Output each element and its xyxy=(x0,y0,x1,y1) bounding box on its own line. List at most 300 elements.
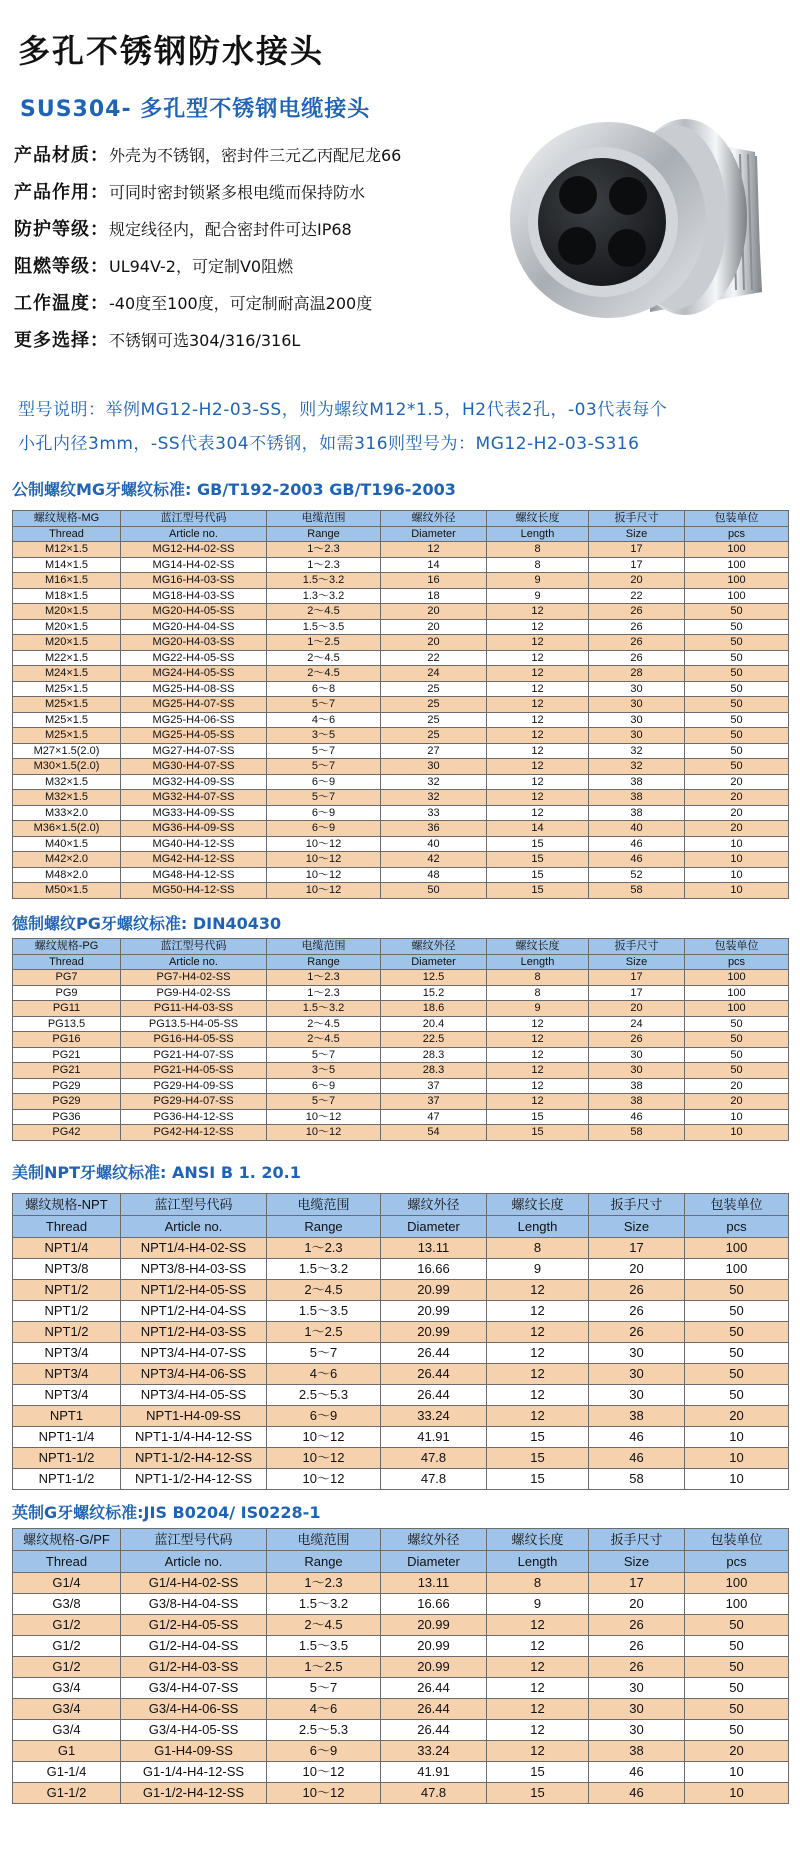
length-cell: 9 xyxy=(487,1594,589,1615)
thread-cell: M27×1.5(2.0) xyxy=(13,743,121,759)
table-row xyxy=(13,1385,789,1406)
table-header-row xyxy=(13,1529,789,1551)
pcs-cell: 100 xyxy=(685,1001,789,1017)
header-cell: Range xyxy=(267,1551,381,1573)
length-cell: 12 xyxy=(487,1047,589,1063)
spec-value: 可同时密封锁紧多根电缆而保持防水 xyxy=(109,183,366,202)
article-cell: MG16-H4-03-SS xyxy=(121,573,267,589)
diameter-cell: 37 xyxy=(381,1078,487,1094)
range-cell: 1.5～3.2 xyxy=(267,573,381,589)
pcs-cell: 20 xyxy=(685,1406,789,1427)
header-cell: 电缆范围 xyxy=(267,1194,381,1216)
thread-cell: G1-1/2 xyxy=(13,1783,121,1804)
table-row xyxy=(13,1657,789,1678)
header-cell: Range xyxy=(267,954,381,970)
length-cell: 12 xyxy=(487,681,589,697)
diameter-cell: 16 xyxy=(381,573,487,589)
article-cell: PG29-H4-09-SS xyxy=(121,1078,267,1094)
diameter-cell: 20.99 xyxy=(381,1322,487,1343)
diameter-cell: 32 xyxy=(381,774,487,790)
table-row xyxy=(13,1783,789,1804)
range-cell: 1～2.5 xyxy=(267,1657,381,1678)
size-cell: 46 xyxy=(589,1427,685,1448)
header-cell: 电缆范围 xyxy=(267,939,381,955)
article-cell: G1/2-H4-05-SS xyxy=(121,1615,267,1636)
length-cell: 12 xyxy=(487,1720,589,1741)
table-row xyxy=(13,1364,789,1385)
table-row xyxy=(13,728,789,744)
range-cell: 1～2.3 xyxy=(267,557,381,573)
spec-table-pg xyxy=(12,938,789,1141)
size-cell: 26 xyxy=(589,1657,685,1678)
size-cell: 32 xyxy=(589,759,685,775)
diameter-cell: 20 xyxy=(381,619,487,635)
length-cell: 12 xyxy=(487,1094,589,1110)
header-cell: Diameter xyxy=(381,954,487,970)
spec-list xyxy=(14,137,514,359)
article-cell: PG13.5-H4-05-SS xyxy=(121,1016,267,1032)
article-cell: MG25-H4-06-SS xyxy=(121,712,267,728)
article-cell: G1/2-H4-04-SS xyxy=(121,1636,267,1657)
article-cell: MG25-H4-05-SS xyxy=(121,728,267,744)
article-cell: G1-1/4-H4-12-SS xyxy=(121,1762,267,1783)
article-cell: G3/4-H4-06-SS xyxy=(121,1699,267,1720)
article-cell: PG29-H4-07-SS xyxy=(121,1094,267,1110)
range-cell: 10～12 xyxy=(267,1762,381,1783)
length-cell: 12 xyxy=(487,790,589,806)
range-cell: 6～9 xyxy=(267,1078,381,1094)
pcs-cell: 50 xyxy=(685,635,789,651)
table-row xyxy=(13,697,789,713)
header-cell: 螺纹规格-PG xyxy=(13,939,121,955)
table-row xyxy=(13,852,789,868)
table-row xyxy=(13,1322,789,1343)
range-cell: 2～4.5 xyxy=(267,604,381,620)
diameter-cell: 26.44 xyxy=(381,1385,487,1406)
diameter-cell: 18 xyxy=(381,588,487,604)
page-subtitle: SUS304- 多孔型不锈钢电缆接头 xyxy=(20,97,371,122)
diameter-cell: 33.24 xyxy=(381,1741,487,1762)
diameter-cell: 16.66 xyxy=(381,1259,487,1280)
header-cell: 包装单位 xyxy=(685,939,789,955)
thread-cell: NPT1/2 xyxy=(13,1301,121,1322)
size-cell: 26 xyxy=(589,619,685,635)
length-cell: 12 xyxy=(487,666,589,682)
size-cell: 17 xyxy=(589,542,685,558)
spec-row xyxy=(14,211,514,248)
header-cell: Diameter xyxy=(381,1551,487,1573)
header-cell: 螺纹规格-G/PF xyxy=(13,1529,121,1551)
length-cell: 12 xyxy=(487,1678,589,1699)
header-cell: pcs xyxy=(685,954,789,970)
article-cell: NPT1-H4-09-SS xyxy=(121,1406,267,1427)
table-row xyxy=(13,1699,789,1720)
diameter-cell: 20.99 xyxy=(381,1301,487,1322)
header-cell: 螺纹外径 xyxy=(381,939,487,955)
table-row xyxy=(13,650,789,666)
diameter-cell: 25 xyxy=(381,712,487,728)
pcs-cell: 50 xyxy=(685,697,789,713)
range-cell: 1～2.3 xyxy=(267,1573,381,1594)
size-cell: 38 xyxy=(589,1078,685,1094)
header-cell: Length xyxy=(487,954,589,970)
size-cell: 46 xyxy=(589,852,685,868)
table-header-row xyxy=(13,939,789,955)
thread-cell: M20×1.5 xyxy=(13,604,121,620)
table-row xyxy=(13,1094,789,1110)
header-cell: Length xyxy=(487,1216,589,1238)
thread-cell: M25×1.5 xyxy=(13,697,121,713)
table-row xyxy=(13,666,789,682)
size-cell: 30 xyxy=(589,712,685,728)
thread-cell: NPT3/4 xyxy=(13,1343,121,1364)
pcs-cell: 50 xyxy=(685,743,789,759)
diameter-cell: 41.91 xyxy=(381,1427,487,1448)
length-cell: 12 xyxy=(487,805,589,821)
thread-cell: M20×1.5 xyxy=(13,635,121,651)
length-cell: 9 xyxy=(487,1259,589,1280)
range-cell: 5～7 xyxy=(267,1343,381,1364)
pcs-cell: 50 xyxy=(685,1720,789,1741)
table-row xyxy=(13,985,789,1001)
length-cell: 15 xyxy=(487,1448,589,1469)
header-cell: 螺纹规格-NPT xyxy=(13,1194,121,1216)
header-cell: 电缆范围 xyxy=(267,511,381,527)
diameter-cell: 18.6 xyxy=(381,1001,487,1017)
size-cell: 46 xyxy=(589,1109,685,1125)
pcs-cell: 50 xyxy=(685,666,789,682)
thread-cell: G3/4 xyxy=(13,1678,121,1699)
pcs-cell: 50 xyxy=(685,1615,789,1636)
table-row xyxy=(13,1594,789,1615)
length-cell: 15 xyxy=(487,1469,589,1490)
range-cell: 5～7 xyxy=(267,1678,381,1699)
article-cell: NPT1/2-H4-05-SS xyxy=(121,1280,267,1301)
article-cell: MG20-H4-03-SS xyxy=(121,635,267,651)
thread-cell: M25×1.5 xyxy=(13,728,121,744)
article-cell: MG32-H4-07-SS xyxy=(121,790,267,806)
pcs-cell: 10 xyxy=(685,852,789,868)
size-cell: 30 xyxy=(589,697,685,713)
article-cell: PG7-H4-02-SS xyxy=(121,970,267,986)
header-cell: Size xyxy=(589,1551,685,1573)
article-cell: PG16-H4-05-SS xyxy=(121,1032,267,1048)
section-heading-mg: 公制螺纹MG牙螺纹标准: GB/T192-2003 GB/T196-2003 xyxy=(12,480,456,499)
range-cell: 10～12 xyxy=(267,883,381,899)
article-cell: NPT1/2-H4-03-SS xyxy=(121,1322,267,1343)
thread-cell: NPT1-1/2 xyxy=(13,1469,121,1490)
pcs-cell: 100 xyxy=(685,588,789,604)
size-cell: 17 xyxy=(589,970,685,986)
pcs-cell: 50 xyxy=(685,619,789,635)
thread-cell: M18×1.5 xyxy=(13,588,121,604)
pcs-cell: 50 xyxy=(685,1343,789,1364)
diameter-cell: 27 xyxy=(381,743,487,759)
article-cell: MG30-H4-07-SS xyxy=(121,759,267,775)
size-cell: 30 xyxy=(589,728,685,744)
diameter-cell: 33 xyxy=(381,805,487,821)
length-cell: 12 xyxy=(487,728,589,744)
length-cell: 12 xyxy=(487,1636,589,1657)
thread-cell: M33×2.0 xyxy=(13,805,121,821)
table-row xyxy=(13,1078,789,1094)
length-cell: 12 xyxy=(487,619,589,635)
pcs-cell: 10 xyxy=(685,1783,789,1804)
article-cell: MG12-H4-02-SS xyxy=(121,542,267,558)
thread-cell: NPT1/4 xyxy=(13,1238,121,1259)
diameter-cell: 25 xyxy=(381,728,487,744)
table-row xyxy=(13,573,789,589)
thread-cell: M14×1.5 xyxy=(13,557,121,573)
thread-cell: M25×1.5 xyxy=(13,681,121,697)
thread-cell: M48×2.0 xyxy=(13,867,121,883)
thread-cell: G3/8 xyxy=(13,1594,121,1615)
size-cell: 20 xyxy=(589,573,685,589)
length-cell: 12 xyxy=(487,774,589,790)
article-cell: MG42-H4-12-SS xyxy=(121,852,267,868)
header-cell: Thread xyxy=(13,1551,121,1573)
article-cell: G3/8-H4-04-SS xyxy=(121,1594,267,1615)
article-cell: PG21-H4-05-SS xyxy=(121,1063,267,1079)
pcs-cell: 10 xyxy=(685,1448,789,1469)
header-cell: 扳手尺寸 xyxy=(589,939,685,955)
thread-cell: M36×1.5(2.0) xyxy=(13,821,121,837)
diameter-cell: 48 xyxy=(381,867,487,883)
pcs-cell: 20 xyxy=(685,805,789,821)
pcs-cell: 50 xyxy=(685,604,789,620)
article-cell: NPT1/2-H4-04-SS xyxy=(121,1301,267,1322)
header-cell: Range xyxy=(267,526,381,542)
diameter-cell: 22 xyxy=(381,650,487,666)
header-cell: Size xyxy=(589,954,685,970)
header-cell: 包装单位 xyxy=(685,1194,789,1216)
section-heading-g: 英制G牙螺纹标准:JIS B0204/ IS0228-1 xyxy=(12,1503,321,1522)
thread-cell: NPT1-1/2 xyxy=(13,1448,121,1469)
thread-cell: PG42 xyxy=(13,1125,121,1141)
diameter-cell: 24 xyxy=(381,666,487,682)
pcs-cell: 10 xyxy=(685,1109,789,1125)
table-header-row xyxy=(13,954,789,970)
length-cell: 8 xyxy=(487,557,589,573)
table-row xyxy=(13,1238,789,1259)
length-cell: 15 xyxy=(487,1427,589,1448)
thread-cell: NPT1-1/4 xyxy=(13,1427,121,1448)
header-cell: 螺纹长度 xyxy=(487,511,589,527)
pcs-cell: 10 xyxy=(685,1469,789,1490)
table-row xyxy=(13,635,789,651)
range-cell: 10～12 xyxy=(267,1427,381,1448)
table-row xyxy=(13,1032,789,1048)
header-cell: Diameter xyxy=(381,526,487,542)
header-cell: 蓝江型号代码 xyxy=(121,1194,267,1216)
table-row xyxy=(13,1615,789,1636)
thread-cell: M30×1.5(2.0) xyxy=(13,759,121,775)
table-row xyxy=(13,1573,789,1594)
header-cell: 扳手尺寸 xyxy=(589,1529,685,1551)
length-cell: 14 xyxy=(487,821,589,837)
size-cell: 46 xyxy=(589,1762,685,1783)
size-cell: 38 xyxy=(589,1741,685,1762)
size-cell: 30 xyxy=(589,1047,685,1063)
table-row xyxy=(13,1406,789,1427)
thread-cell: NPT1/2 xyxy=(13,1280,121,1301)
table-row xyxy=(13,774,789,790)
header-cell: 蓝江型号代码 xyxy=(121,511,267,527)
header-cell: Length xyxy=(487,1551,589,1573)
range-cell: 4～6 xyxy=(267,1699,381,1720)
size-cell: 22 xyxy=(589,588,685,604)
hole-icon xyxy=(609,177,647,215)
spec-row xyxy=(14,174,514,211)
table-row xyxy=(13,588,789,604)
size-cell: 52 xyxy=(589,867,685,883)
diameter-cell: 42 xyxy=(381,852,487,868)
table-header-row xyxy=(13,1551,789,1573)
diameter-cell: 47.8 xyxy=(381,1448,487,1469)
range-cell: 10～12 xyxy=(267,1469,381,1490)
range-cell: 1.5～3.2 xyxy=(267,1259,381,1280)
spec-value: -40度至100度，可定制耐高温200度 xyxy=(109,294,373,313)
header-cell: Thread xyxy=(13,526,121,542)
size-cell: 17 xyxy=(589,1238,685,1259)
pcs-cell: 50 xyxy=(685,1280,789,1301)
thread-cell: PG13.5 xyxy=(13,1016,121,1032)
article-cell: MG27-H4-07-SS xyxy=(121,743,267,759)
diameter-cell: 40 xyxy=(381,836,487,852)
size-cell: 58 xyxy=(589,1125,685,1141)
range-cell: 6～9 xyxy=(267,774,381,790)
article-cell: NPT1-1/4-H4-12-SS xyxy=(121,1427,267,1448)
length-cell: 15 xyxy=(487,1125,589,1141)
table-row xyxy=(13,790,789,806)
range-cell: 10～12 xyxy=(267,852,381,868)
thread-cell: G1/4 xyxy=(13,1573,121,1594)
article-cell: MG50-H4-12-SS xyxy=(121,883,267,899)
spec-label: 产品作用： xyxy=(14,182,109,203)
thread-cell: NPT3/4 xyxy=(13,1385,121,1406)
diameter-cell: 20.99 xyxy=(381,1636,487,1657)
range-cell: 1～2.5 xyxy=(267,635,381,651)
table-row xyxy=(13,805,789,821)
pcs-cell: 20 xyxy=(685,774,789,790)
diameter-cell: 20.4 xyxy=(381,1016,487,1032)
diameter-cell: 26.44 xyxy=(381,1678,487,1699)
size-cell: 20 xyxy=(589,1259,685,1280)
pcs-cell: 10 xyxy=(685,1427,789,1448)
diameter-cell: 54 xyxy=(381,1125,487,1141)
range-cell: 4～6 xyxy=(267,712,381,728)
header-cell: Diameter xyxy=(381,1216,487,1238)
table-row xyxy=(13,1016,789,1032)
header-cell: 螺纹外径 xyxy=(381,511,487,527)
thread-cell: M20×1.5 xyxy=(13,619,121,635)
diameter-cell: 20 xyxy=(381,635,487,651)
length-cell: 8 xyxy=(487,1238,589,1259)
spec-label: 更多选择： xyxy=(14,330,109,351)
length-cell: 12 xyxy=(487,635,589,651)
length-cell: 9 xyxy=(487,1001,589,1017)
table-row xyxy=(13,604,789,620)
header-cell: Size xyxy=(589,526,685,542)
article-cell: MG20-H4-05-SS xyxy=(121,604,267,620)
size-cell: 17 xyxy=(589,1573,685,1594)
range-cell: 10～12 xyxy=(267,867,381,883)
range-cell: 10～12 xyxy=(267,1448,381,1469)
pcs-cell: 50 xyxy=(685,712,789,728)
pcs-cell: 100 xyxy=(685,1594,789,1615)
hole-icon xyxy=(608,229,646,267)
size-cell: 26 xyxy=(589,650,685,666)
length-cell: 12 xyxy=(487,1322,589,1343)
range-cell: 10～12 xyxy=(267,1109,381,1125)
header-cell: Range xyxy=(267,1216,381,1238)
thread-cell: PG16 xyxy=(13,1032,121,1048)
pcs-cell: 100 xyxy=(685,1259,789,1280)
spec-row xyxy=(14,137,514,174)
model-description xyxy=(18,393,793,461)
article-cell: G1/4-H4-02-SS xyxy=(121,1573,267,1594)
length-cell: 12 xyxy=(487,1032,589,1048)
length-cell: 15 xyxy=(487,867,589,883)
table-header-row xyxy=(13,526,789,542)
header-cell: Article no. xyxy=(121,1551,267,1573)
length-cell: 12 xyxy=(487,1063,589,1079)
range-cell: 1～2.5 xyxy=(267,1322,381,1343)
header-cell: 扳手尺寸 xyxy=(589,1194,685,1216)
diameter-cell: 50 xyxy=(381,883,487,899)
thread-cell: PG29 xyxy=(13,1094,121,1110)
header-cell: 电缆范围 xyxy=(267,1529,381,1551)
pcs-cell: 50 xyxy=(685,1385,789,1406)
thread-cell: M16×1.5 xyxy=(13,573,121,589)
size-cell: 26 xyxy=(589,1322,685,1343)
size-cell: 26 xyxy=(589,604,685,620)
diameter-cell: 20.99 xyxy=(381,1280,487,1301)
article-cell: PG21-H4-07-SS xyxy=(121,1047,267,1063)
thread-cell: M32×1.5 xyxy=(13,774,121,790)
pcs-cell: 50 xyxy=(685,1047,789,1063)
article-cell: MG22-H4-05-SS xyxy=(121,650,267,666)
header-cell: 包装单位 xyxy=(685,511,789,527)
article-cell: MG18-H4-03-SS xyxy=(121,588,267,604)
pcs-cell: 50 xyxy=(685,1636,789,1657)
diameter-cell: 16.66 xyxy=(381,1594,487,1615)
pcs-cell: 10 xyxy=(685,1762,789,1783)
size-cell: 30 xyxy=(589,681,685,697)
length-cell: 12 xyxy=(487,1657,589,1678)
range-cell: 1～2.3 xyxy=(267,1238,381,1259)
article-cell: NPT3/4-H4-07-SS xyxy=(121,1343,267,1364)
table-header-row xyxy=(13,1216,789,1238)
rubber-seal xyxy=(538,158,666,286)
size-cell: 26 xyxy=(589,635,685,651)
thread-cell: PG7 xyxy=(13,970,121,986)
size-cell: 30 xyxy=(589,1385,685,1406)
length-cell: 12 xyxy=(487,1280,589,1301)
header-cell: Length xyxy=(487,526,589,542)
range-cell: 2～4.5 xyxy=(267,1615,381,1636)
length-cell: 12 xyxy=(487,1364,589,1385)
length-cell: 15 xyxy=(487,1762,589,1783)
range-cell: 10～12 xyxy=(267,1783,381,1804)
diameter-cell: 14 xyxy=(381,557,487,573)
thread-cell: G1/2 xyxy=(13,1615,121,1636)
header-cell: Article no. xyxy=(121,1216,267,1238)
article-cell: NPT1/4-H4-02-SS xyxy=(121,1238,267,1259)
table-row xyxy=(13,619,789,635)
range-cell: 1.3～3.2 xyxy=(267,588,381,604)
table-row xyxy=(13,1741,789,1762)
